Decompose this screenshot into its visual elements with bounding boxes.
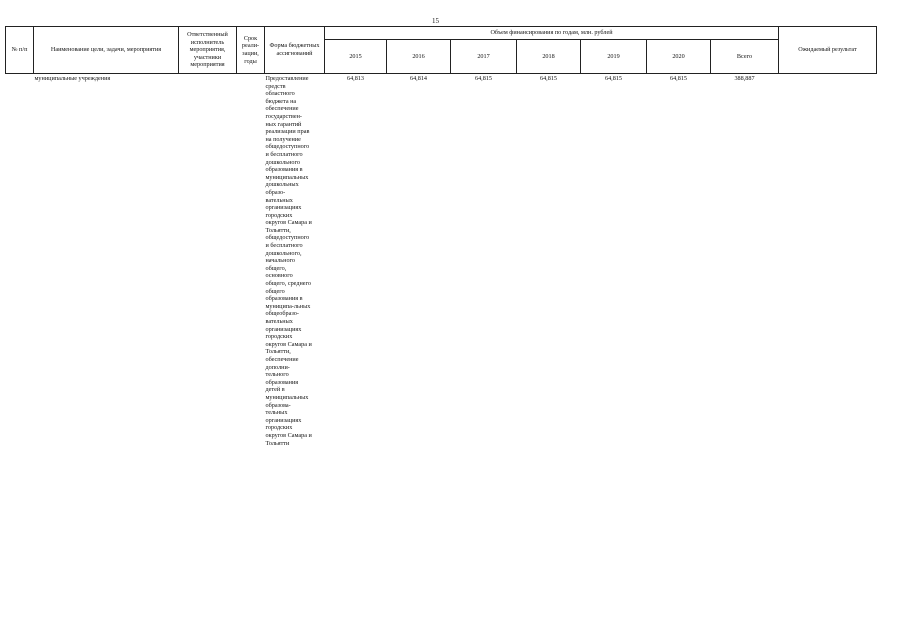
form-text-line: муниципальных <box>265 173 309 181</box>
header-year: 2017 <box>451 40 517 74</box>
header-col-period: Срок реали-зации, годы <box>237 27 265 74</box>
form-text-line: Тольятти, <box>265 348 291 356</box>
header-year: 2015 <box>325 40 387 74</box>
form-text-line: вательных <box>265 318 293 325</box>
form-text-line: и бесплатного <box>265 150 303 158</box>
form-text-line: и бесплатного <box>265 242 303 250</box>
form-text-line: общего, <box>265 264 287 272</box>
row-value-2016: 64,814 <box>409 75 427 82</box>
form-text-line: общеобразо- <box>265 310 299 318</box>
form-text-line: организациях <box>265 325 302 333</box>
form-text-line: округов Самара и <box>265 340 312 348</box>
form-text-line: городских <box>265 333 293 341</box>
row-form <box>265 74 325 616</box>
form-text-line: государствен- <box>265 112 302 120</box>
form-text-line: дошкольного, <box>265 249 302 257</box>
row-result <box>779 74 877 616</box>
form-text-line: вательных <box>265 196 293 204</box>
row-num <box>6 74 34 616</box>
form-text-line: тельного <box>265 371 289 379</box>
header-year: 2019 <box>581 40 647 74</box>
form-text-line: обеспечение <box>265 355 299 363</box>
form-text-line: образования <box>265 378 299 386</box>
form-text-line: Предоставление <box>265 75 309 82</box>
form-text-line: организациях <box>265 204 302 212</box>
row-name: муниципальные учреждения <box>34 75 111 82</box>
form-text-line: образо- <box>265 188 286 196</box>
form-text-line: реализации прав <box>265 128 310 136</box>
form-text-line: городских <box>265 211 293 219</box>
form-text-line: дошкольных <box>265 181 299 189</box>
row-value-2019: 64,815 <box>604 75 622 82</box>
header-col-name: Наименование цели, задачи, мероприятия <box>34 27 179 74</box>
header-year: 2018 <box>517 40 581 74</box>
header-col-num: № п/п <box>6 27 34 74</box>
form-text-line: на получение <box>265 135 301 143</box>
form-text-line: средств <box>265 82 286 90</box>
budget-table <box>5 26 877 615</box>
form-text-line: начального <box>265 257 296 265</box>
form-text-line: общедоступного <box>265 234 310 242</box>
form-text-line: муниципа-льных <box>265 302 311 310</box>
header-year-total: Всего <box>711 40 779 74</box>
form-text-line: образования в <box>265 166 303 174</box>
header-col-executor: Ответственный исполнитель мероприятия, участники мероприятия <box>179 27 237 74</box>
form-text-line: округов Самара и <box>265 219 312 227</box>
form-text-line: основного <box>265 272 293 280</box>
table-row <box>6 74 877 616</box>
form-text <box>266 75 324 447</box>
form-text-line: округов Самара и <box>265 431 312 439</box>
form-text-line: дополни- <box>265 363 290 371</box>
form-text-line: ных гарантий <box>265 120 302 128</box>
row-executor <box>179 74 237 616</box>
form-text-line: общедоступного <box>265 143 310 151</box>
form-text-line: образова- <box>265 401 291 409</box>
header-year: 2016 <box>387 40 451 74</box>
header-funding-title: Объем финансирования по годам, млн. рублей <box>325 27 779 40</box>
form-text-line: дошкольного <box>265 158 301 166</box>
header-year: 2020 <box>647 40 711 74</box>
form-text-line: обеспечение <box>265 105 299 113</box>
header-col-result: Ожидаемый результат <box>779 27 877 74</box>
form-text-line: муниципальных <box>265 393 309 401</box>
header-col-form: Форма бюджетных ассигнований <box>265 27 325 74</box>
form-text-line: Тольятти, <box>265 226 291 234</box>
form-text-line: организациях <box>265 416 302 424</box>
row-value-2020: 64,815 <box>669 75 687 82</box>
form-text-line: детей в <box>265 386 285 394</box>
row-value-2018: 64,815 <box>539 75 557 82</box>
form-text-line: образования в <box>265 295 303 303</box>
row-period <box>237 74 265 616</box>
row-value-total: 388,887 <box>734 75 755 82</box>
form-text-line: общего <box>265 287 285 295</box>
form-text-line: общего, среднего <box>265 280 312 288</box>
page-number: 15 <box>432 17 439 25</box>
row-value-2017: 64,815 <box>474 75 492 82</box>
form-text-line: городских <box>265 424 293 432</box>
form-text-line: тельных <box>265 409 288 417</box>
form-text-line: бюджета на <box>265 97 297 105</box>
row-value-2015: 64,813 <box>346 75 364 82</box>
form-text-line: областного <box>265 90 295 98</box>
form-text-line: Тольятти <box>265 439 290 447</box>
